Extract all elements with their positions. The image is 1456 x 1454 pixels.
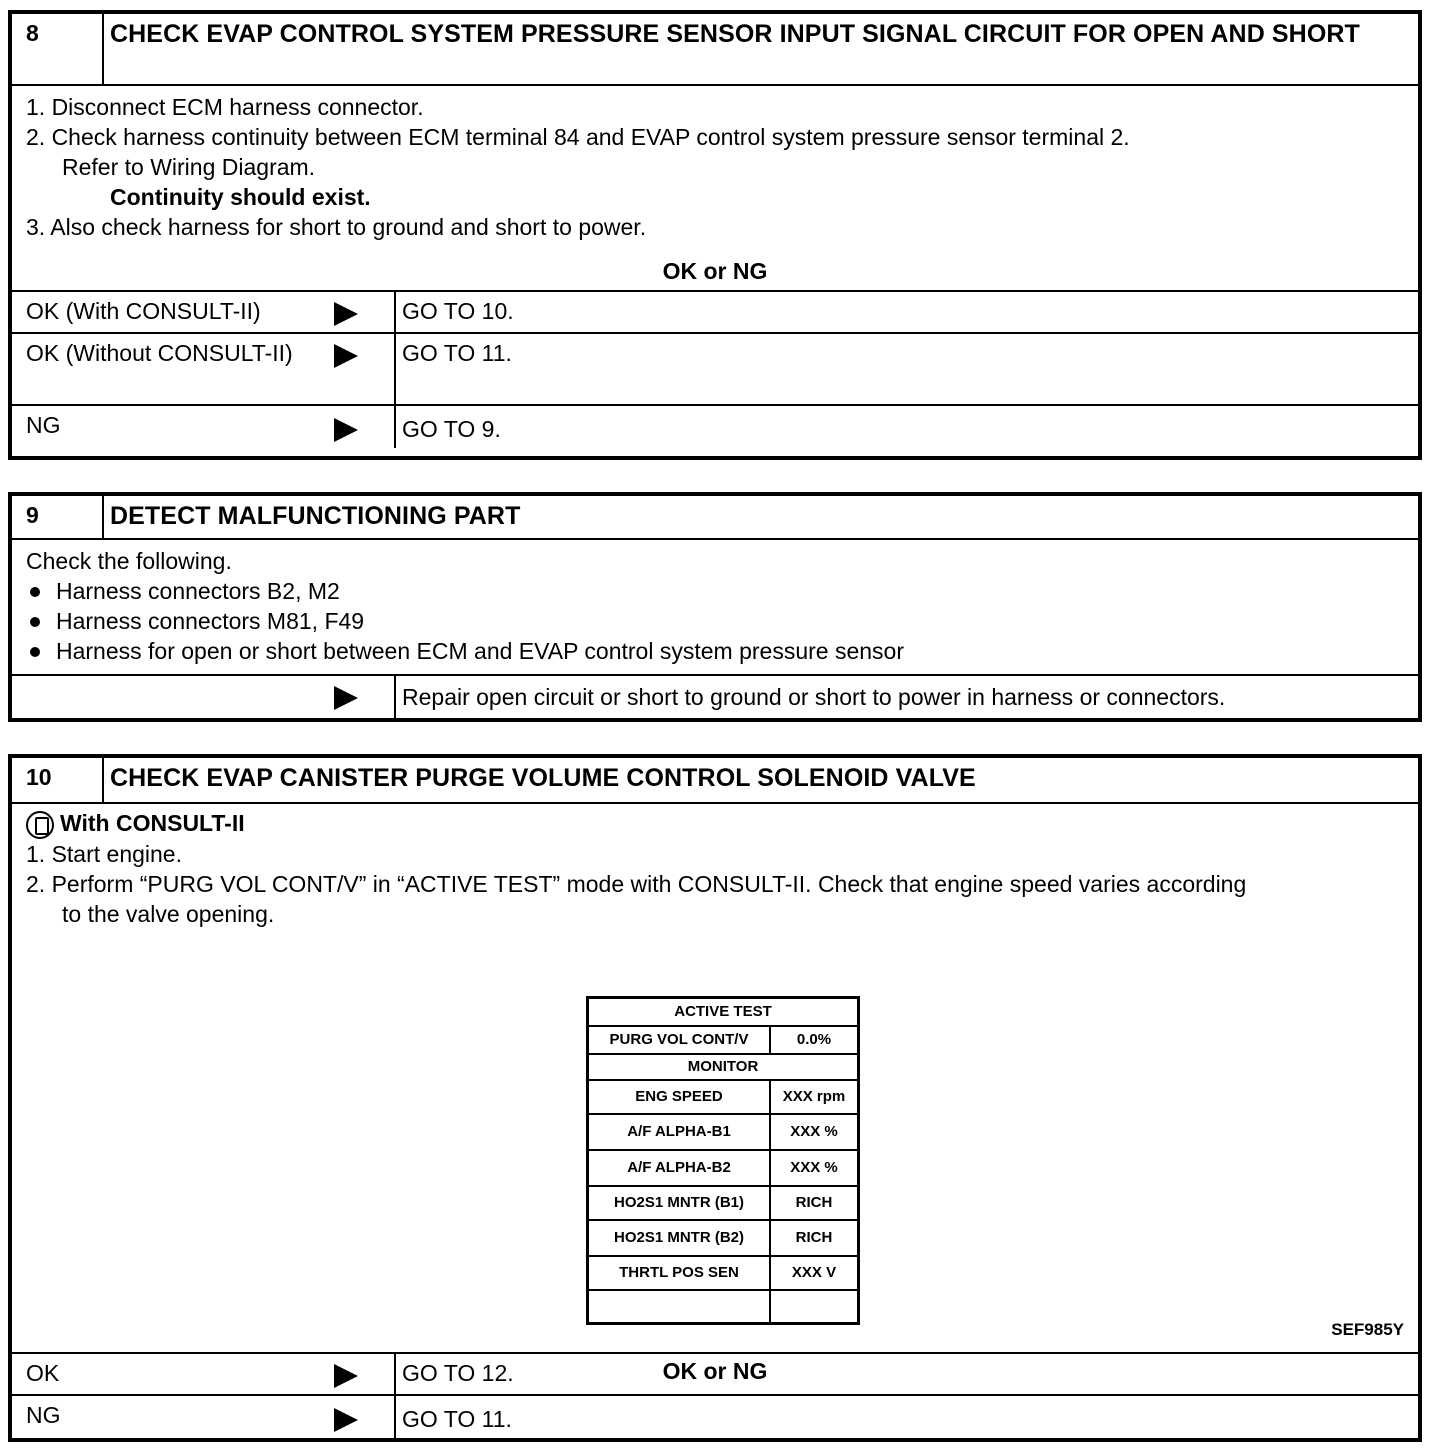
checklist-item: Harness connectors M81, F49 bbox=[26, 606, 1404, 636]
result-label: OK (With CONSULT-II) bbox=[26, 298, 261, 324]
step-title: CHECK EVAP CANISTER PURGE VOLUME CONTROL SOLENOID VALVE bbox=[110, 764, 976, 792]
result-row bbox=[12, 332, 1418, 404]
active-test-screen bbox=[586, 996, 860, 1325]
step-8-instructions bbox=[12, 86, 1418, 290]
arrow-right-icon bbox=[334, 418, 358, 442]
arrow-right-icon bbox=[334, 344, 358, 368]
step-10-header bbox=[12, 758, 1418, 804]
step-title: DETECT MALFUNCTIONING PART bbox=[110, 502, 521, 530]
monitor-item: HO2S1 MNTR (B1) bbox=[588, 1186, 771, 1220]
consult-tool-icon bbox=[26, 811, 54, 839]
result-action: GO TO 11. bbox=[402, 1406, 512, 1432]
instruction-line: to the valve opening. bbox=[62, 900, 275, 927]
monitor-value: XXX V bbox=[770, 1256, 859, 1290]
monitor-item: A/F ALPHA-B1 bbox=[588, 1114, 771, 1150]
step-8-header bbox=[12, 14, 1418, 86]
result-action: GO TO 11. bbox=[402, 340, 512, 366]
step-9-header bbox=[12, 496, 1418, 540]
instruction-line: Refer to Wiring Diagram. bbox=[62, 154, 316, 180]
result-action: GO TO 9. bbox=[402, 416, 501, 442]
result-action: GO TO 12. bbox=[402, 1360, 514, 1386]
result-label: OK bbox=[26, 1360, 60, 1386]
instruction-line: 3. Also check harness for short to ground and short to power. bbox=[26, 214, 647, 240]
step-title: CHECK EVAP CONTROL SYSTEM PRESSURE SENSOR INPUT SIGNAL CIRCUIT FOR OPEN AND SHORT bbox=[110, 20, 1360, 48]
monitor-value: RICH bbox=[770, 1186, 859, 1220]
checklist-intro: Check the following. bbox=[26, 548, 232, 574]
step-10-block bbox=[8, 754, 1422, 1442]
step-number: 9 bbox=[12, 496, 104, 538]
monitor-value: RICH bbox=[770, 1220, 859, 1256]
ok-ng-label: OK or NG bbox=[662, 1358, 768, 1384]
bullet-icon bbox=[30, 647, 40, 657]
monitor-value: XXX rpm bbox=[770, 1080, 859, 1114]
monitor-item: ENG SPEED bbox=[588, 1080, 771, 1114]
result-row bbox=[12, 1394, 1418, 1438]
monitor-value: XXX % bbox=[770, 1150, 859, 1186]
bullet-icon bbox=[30, 617, 40, 627]
test-item: PURG VOL CONT/V bbox=[588, 1026, 771, 1054]
result-action: Repair open circuit or short to ground or short to power in harness or connectors. bbox=[402, 684, 1226, 710]
bullet-icon bbox=[30, 587, 40, 597]
instruction-line: 2. Check harness continuity between ECM terminal 84 and EVAP control system pressure sensor terminal 2. bbox=[26, 124, 1130, 150]
checklist-item: Harness connectors B2, M2 bbox=[26, 576, 1404, 606]
result-label: NG bbox=[26, 1402, 61, 1428]
monitor-item: HO2S1 MNTR (B2) bbox=[588, 1220, 771, 1256]
ok-ng-label: OK or NG bbox=[662, 258, 768, 284]
checklist-item: Harness for open or short between ECM and EVAP control system pressure sensor bbox=[26, 636, 1404, 666]
result-row bbox=[12, 290, 1418, 332]
arrow-right-icon bbox=[334, 1408, 358, 1432]
instruction-line: 2. Perform “PURG VOL CONT/V” in “ACTIVE TEST” mode with CONSULT-II. Check that engine speed varies according bbox=[26, 870, 1247, 897]
figure-id: SEF985Y bbox=[1331, 1320, 1404, 1339]
instruction-line: 1. Start engine. bbox=[26, 840, 182, 867]
result-row bbox=[12, 404, 1418, 448]
result-label: OK (Without CONSULT-II) bbox=[26, 340, 293, 366]
arrow-right-icon bbox=[334, 302, 358, 326]
emphasis-line: Continuity should exist. bbox=[110, 184, 371, 210]
step-9-block bbox=[8, 492, 1422, 722]
instruction-line: 1. Disconnect ECM harness connector. bbox=[26, 94, 424, 120]
arrow-right-icon bbox=[334, 1364, 358, 1388]
monitor-item-empty bbox=[588, 1290, 771, 1324]
step-number: 8 bbox=[12, 14, 104, 84]
step-number: 10 bbox=[12, 758, 104, 802]
result-label: NG bbox=[26, 412, 61, 438]
consult-heading: With CONSULT-II bbox=[26, 808, 1404, 839]
result-row bbox=[12, 674, 1418, 720]
monitor-value-empty bbox=[770, 1290, 859, 1324]
monitor-header: MONITOR bbox=[588, 1054, 859, 1080]
result-action: GO TO 10. bbox=[402, 298, 514, 324]
monitor-value: XXX % bbox=[770, 1114, 859, 1150]
arrow-right-icon bbox=[334, 686, 358, 710]
test-value: 0.0% bbox=[770, 1026, 859, 1054]
monitor-item: A/F ALPHA-B2 bbox=[588, 1150, 771, 1186]
step-9-checklist bbox=[12, 540, 1418, 674]
step-8-block bbox=[8, 10, 1422, 460]
monitor-item: THRTL POS SEN bbox=[588, 1256, 771, 1290]
active-test-header: ACTIVE TEST bbox=[588, 998, 859, 1026]
